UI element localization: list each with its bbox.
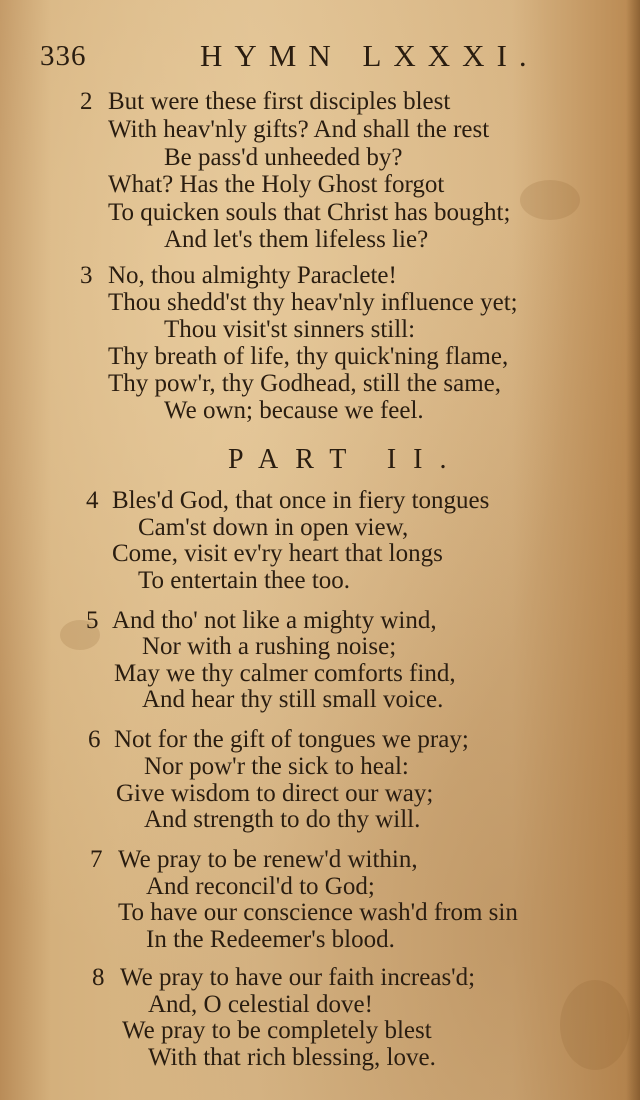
verse-line: Be pass'd unheeded by?: [164, 144, 403, 171]
verse-line: To quicken souls that Christ has bought;: [108, 199, 511, 226]
foxing-stain: [560, 980, 630, 1070]
stanza-number: 7: [90, 846, 103, 873]
verse-line: To have our conscience wash'd from sin: [118, 899, 518, 926]
verse-line: Thy pow'r, thy Godhead, still the same,: [108, 370, 502, 397]
verse-line: Thy breath of life, thy quick'ning flame,: [108, 343, 509, 370]
page-header: [40, 34, 620, 84]
verse-line: And reconcil'd to God;: [146, 873, 375, 900]
stanza-number: 3: [80, 262, 93, 289]
verse-line: We pray to have our faith increas'd;: [120, 964, 476, 991]
stanza-number: 5: [86, 607, 99, 634]
verse-line: And tho' not like a mighty wind,: [112, 607, 437, 634]
verse-line: To entertain thee too.: [138, 567, 351, 594]
part-heading: PART II.: [228, 444, 464, 475]
page-edge-shadow: [626, 0, 640, 1100]
verse-line: And, O celestial dove!: [148, 991, 373, 1018]
foxing-stain: [520, 180, 580, 220]
verse-line: Bles'd God, that once in fiery tongues: [112, 487, 490, 514]
verse-line: No, thou almighty Paraclete!: [108, 262, 397, 289]
stanza-number: 6: [88, 726, 101, 753]
verse-line: And hear thy still small voice.: [142, 686, 444, 713]
verse-line: Cam'st down in open view,: [138, 514, 409, 541]
verse-line: Come, visit ev'ry heart that longs: [112, 540, 443, 567]
verse-line: And strength to do thy will.: [144, 806, 421, 833]
verse-line: Give wisdom to direct our way;: [116, 780, 434, 807]
verse-line: Nor pow'r the sick to heal:: [144, 753, 409, 780]
verse-line: And let's them lifeless lie?: [164, 226, 429, 253]
verse-line: With that rich blessing, love.: [148, 1044, 436, 1071]
verse-line: May we thy calmer comforts find,: [114, 660, 456, 687]
verse-line: Thou visit'st sinners still:: [164, 316, 416, 343]
stanza-number: 4: [86, 487, 99, 514]
running-head: HYMN LXXXI.: [200, 38, 539, 73]
verse-line: With heav'nly gifts? And shall the rest: [108, 116, 490, 143]
verse-line: In the Redeemer's blood.: [146, 926, 395, 953]
verse-line: We pray to be renew'd within,: [118, 846, 418, 873]
verse-line: But were these first disciples blest: [108, 88, 451, 115]
verse-line: What? Has the Holy Ghost forgot: [108, 171, 445, 198]
verse-line: Not for the gift of tongues we pray;: [114, 726, 469, 753]
verse-line: We own; because we feel.: [164, 397, 424, 424]
stanza-number: 8: [92, 964, 105, 991]
verse-line: We pray to be completely blest: [122, 1017, 432, 1044]
verse-line: Thou shedd'st thy heav'nly influence yet;: [108, 289, 518, 316]
page-number: 336: [40, 40, 87, 72]
stanza-number: 2: [80, 88, 93, 115]
verse-line: Nor with a rushing noise;: [142, 633, 397, 660]
